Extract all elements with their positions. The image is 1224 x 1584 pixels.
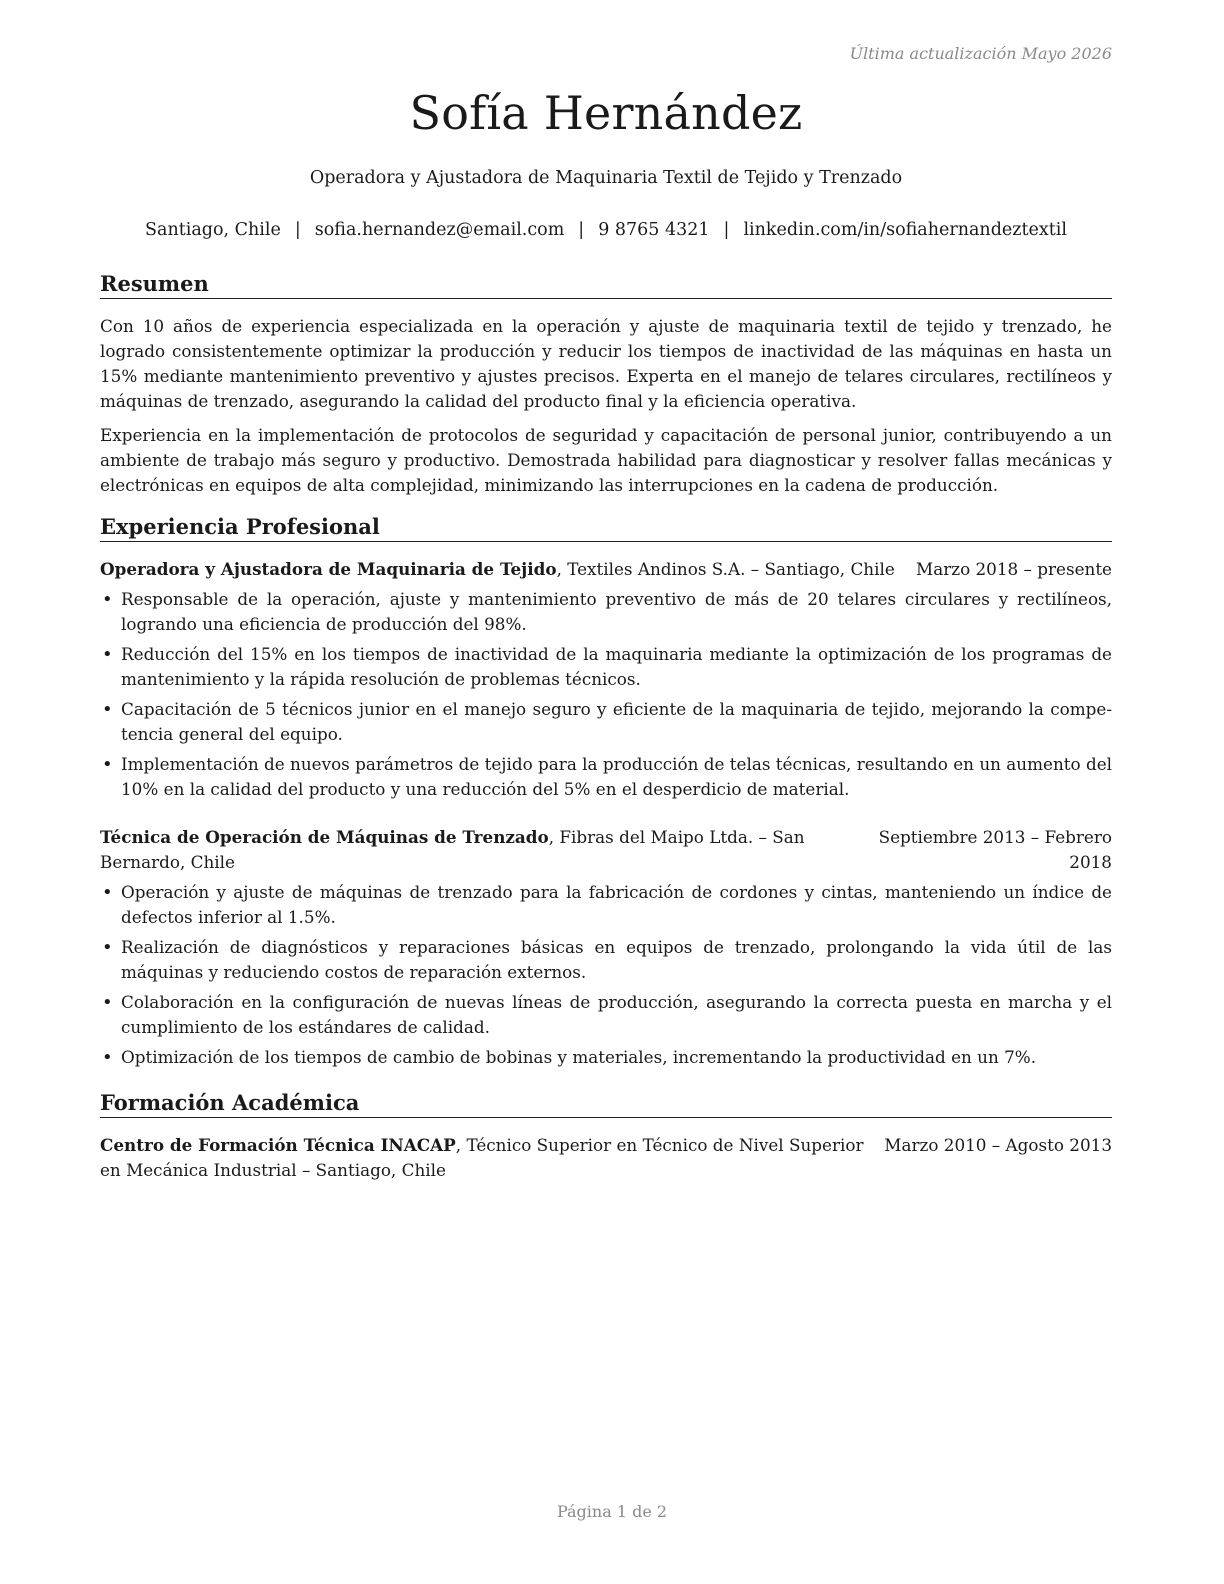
education-degree: , Técnico Superior en Técnico de Nivel Superior en Mecánica Industrial – Santiago, Chile <box>100 1135 864 1180</box>
list-item: • Realización de diagnósticos y reparaciones básicas en equipos de trenzado, prolongando la vida útil de las máquinas y reduciendo costos de reparación externos. <box>100 935 1112 985</box>
job-company: , Fibras del Maipo Ltda. – San Bernardo, Chile <box>100 827 805 872</box>
list-item: • Capacitación de 5 técnicos junior en el manejo seguro y eficiente de la maquinaria de tejido, mejorando la compe-tencia general del equipo. <box>100 697 1112 747</box>
summary-paragraph-2: Experiencia en la implementación de protocolos de seguridad y capacitación de personal junior, contribuyendo a un ambiente de trabajo más seguro y productivo. Demostrada habilidad para diagnosticar y resolver fallas mecánicas y electrónicas en equipos de alta complejidad, minimizando las interrupciones en la cadena de producción. <box>100 425 1112 495</box>
education-dates: Marzo 2010 – Agosto 2013 <box>884 1135 1112 1155</box>
summary-paragraph-1: Con 10 años de experiencia especializada en la operación y ajuste de maquinaria textil de tejido y trenzado, he logrado consistentemente optimizar la producción y reducir los tiempos de inactividad de las máquinas en hasta un 15% mediante mantenimiento preventivo y ajustes precisos. Experta en el manejo de telares circulares, rectilíneos y máquinas de trenzado, asegurando la calidad del producto final y la eficiencia operativa. <box>100 316 1112 411</box>
summary-heading: Resumen <box>100 271 1112 299</box>
job-header <box>100 825 1112 875</box>
last-updated: Última actualización Mayo 2026 <box>849 44 1112 63</box>
job-bullets <box>100 880 1112 1075</box>
list-item: • Reducción del 15% en los tiempos de inactividad de la maquinaria mediante la optimización de los programas de mantenimiento y la rápida resolución de problemas técnicos. <box>100 642 1112 692</box>
contact-line <box>100 220 1112 240</box>
job-company: , Textiles Andinos S.A. – Santiago, Chile <box>556 559 895 579</box>
job-title: Operadora y Ajustadora de Maquinaria Textil de Tejido y Trenzado <box>309 168 903 188</box>
contact-location: Santiago, Chile <box>145 220 281 240</box>
job-role: Operadora y Ajustadora de Maquinaria de Tejido <box>100 559 557 579</box>
list-item: • Responsable de la operación, ajuste y mantenimiento preventivo de más de 20 telares circulares y rectilíneos, logrando una eficiencia de producción del 98%. <box>100 587 1112 637</box>
list-item: • Operación y ajuste de máquinas de trenzado para la fabricación de cordones y cintas, manteniendo un índice de defectos inferior al 1.5%. <box>100 880 1112 930</box>
contact-separator: | <box>294 220 301 240</box>
education-institution: Centro de Formación Técnica INACAP <box>100 1135 456 1155</box>
job-role: Técnica de Operación de Máquinas de Trenzado <box>100 827 549 847</box>
job-dates: Marzo 2018 – presente <box>916 559 1112 579</box>
contact-phone: 9 8765 4321 <box>598 220 710 240</box>
candidate-name: Sofía Hernández <box>409 86 803 140</box>
contact-separator: | <box>723 220 730 240</box>
job-header <box>100 557 1112 582</box>
list-item: • Optimización de los tiempos de cambio de bobinas y materiales, incrementando la productividad en un 7%. <box>100 1045 1112 1070</box>
list-item: • Implementación de nuevos parámetros de tejido para la producción de telas técnicas, resultando en un aumento del 10% en la calidad del producto y una reducción del 5% en el desperdicio de material. <box>100 752 1112 802</box>
contact-separator: | <box>578 220 585 240</box>
page-number: Página 1 de 2 <box>556 1502 668 1521</box>
job-dates: Septiembre 2013 – Febrero 2018 <box>878 827 1112 872</box>
job-bullets <box>100 587 1112 807</box>
education-entry <box>100 1133 1112 1183</box>
contact-email[interactable]: sofia.hernandez@email.com <box>314 220 565 240</box>
contact-linkedin[interactable]: linkedin.com/in/sofiahernandeztextil <box>743 220 1067 240</box>
list-item: • Colaboración en la configuración de nuevas líneas de producción, asegurando la correcta puesta en marcha y el cumplimiento de los estándares de calidad. <box>100 990 1112 1040</box>
education-heading: Formación Académica <box>100 1090 1112 1118</box>
experience-heading: Experiencia Profesional <box>100 514 1112 542</box>
